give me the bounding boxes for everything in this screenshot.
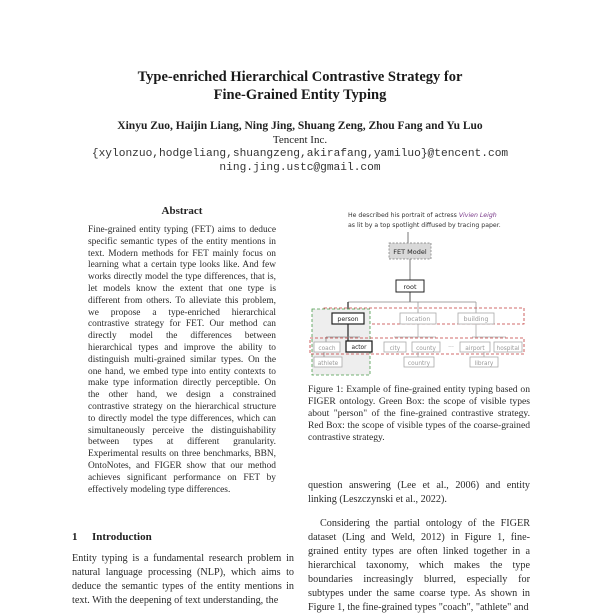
node-person-label: person <box>337 316 359 323</box>
fet-model-label: FET Model <box>393 248 427 256</box>
node-coach-label: coach <box>318 346 336 352</box>
abstract-heading: Abstract <box>161 205 203 217</box>
figure-1 <box>308 205 528 380</box>
node-airport-label: airport <box>465 346 485 352</box>
ellipsis: ··· <box>448 344 454 351</box>
abstract-text: Fine-grained entity typing (FET) aims to deduce specific semantic types of the entity mentions in text. Modern methods for FET mainly focus on learning what a certain type looks like. And few works directly model the type differences, that is, let models know the extent that one type is different from others. To alleviate this problem, we propose a type-enriched hierarchical contrastive strategy for FET. Our method can directly model the differences between hierarchical types and improve the ability to distinguish multi-grained similar types. On the one hand, we embed type into entity contexts to make type information directly perceptible. On the other hand, we design a constrained contrastive strategy on the hierarchical structure to directly model the type differences, which can simultaneously perceive the distinguishability between types at different granularity. Experimental results on three benchmarks, BBN, OntoNotes, and FIGER show that our method achieves significant performance on FET by effectively modeling type differences. <box>88 225 276 495</box>
root-label: root <box>403 283 417 291</box>
figure-sentence-line-2: as lit by a top spotlight diffused by tracing paper. <box>348 222 501 229</box>
node-library-label: library <box>474 361 494 367</box>
title-line-2: Fine-Grained Entity Typing <box>213 87 387 103</box>
column-2-continuation: question answering (Lee et al., 2006) and entity linking (Leszczynski et al., 2022). <box>308 480 530 505</box>
affiliation: Tencent Inc. <box>272 134 328 146</box>
node-building-label: building <box>463 316 489 323</box>
figure-sentence-line-1: He described his portrait of actress Vivien Leigh <box>348 212 497 219</box>
introduction-text: Entity typing is a fundamental research problem in natural language processing (NLP), which aims to deduce the semantic types of the entity mentions in text. With the deepening of text understanding, the <box>72 553 294 606</box>
node-actor-label: actor <box>351 345 367 351</box>
hierarchy-diagram <box>308 205 528 380</box>
node-county-label: county <box>416 346 436 352</box>
node-hospital-label: hospital <box>496 346 520 352</box>
figure-caption: Figure 1: Example of fine-grained entity typing based on FIGER ontology. Green Box: the scope of visible types about "person" of the fine-grained contrastive strategy. Red Box: the scope of visible types of the coarse-grained contrastive strategy. <box>308 384 530 443</box>
node-athlete-label: athlete <box>317 361 339 367</box>
node-location-label: location <box>405 316 431 323</box>
email-line-2: ning.jing.ustc@gmail.com <box>219 162 381 174</box>
section-heading-introduction <box>72 531 152 543</box>
email-line-1: {xylonzuo,hodgeliang,shuangzeng,akirafang,yamiluo}@tencent.com <box>91 148 509 160</box>
column-2-paragraph: Considering the partial ontology of the FIGER dataset (Ling and Weld, 2012) in Figure 1, fine-grained entity types are often linked together in a hierarchical taxonomy, which makes the type boundaries increasingly blurred, especially for subtypes under the same coarse type. As shown in Figure 1, the fine-grained types "coach", "athlete" and <box>308 518 530 613</box>
title-line-1: Type-enriched Hierarchical Contrastive Strategy for <box>137 69 463 85</box>
node-country-label: country <box>407 361 431 367</box>
section-title: Introduction <box>92 531 152 543</box>
authors: Xinyu Zuo, Haijin Liang, Ning Jing, Shuang Zeng, Zhou Fang and Yu Luo <box>117 120 483 132</box>
node-city-label: city <box>389 346 401 352</box>
section-number: 1 <box>72 531 78 543</box>
paper-title <box>0 68 600 104</box>
